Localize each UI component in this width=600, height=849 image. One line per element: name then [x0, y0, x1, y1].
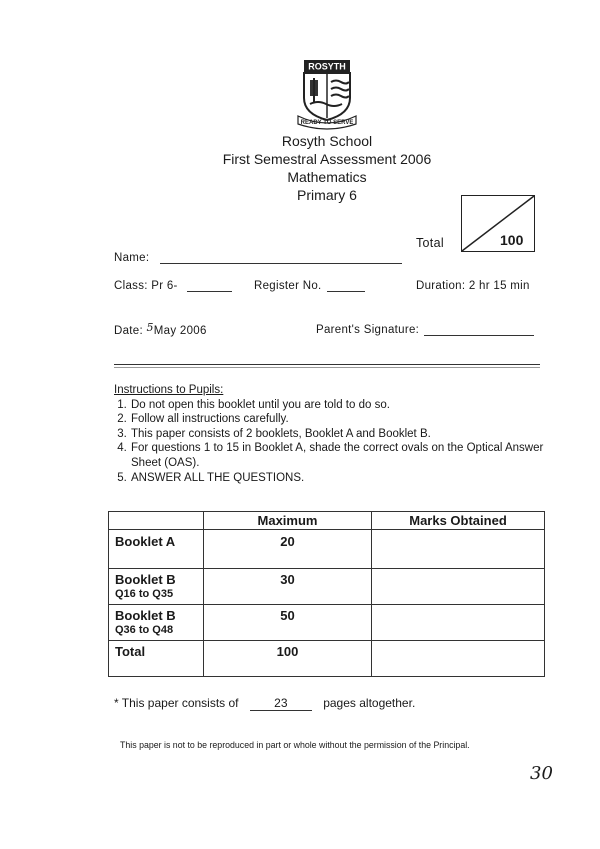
- register-label: Register No.: [254, 280, 322, 292]
- parent-signature-field[interactable]: [424, 335, 534, 336]
- svg-text:READY TO SERVE: READY TO SERVE: [300, 120, 354, 126]
- copyright-notice: This paper is not to be reproduced in part or whole without the permission of the Principal.: [120, 740, 470, 750]
- page-count-suffix: pages altogether.: [323, 696, 416, 710]
- page-count-value: 23: [250, 696, 312, 711]
- date-prefix: Date:: [114, 325, 147, 337]
- total-score-value: 100: [500, 232, 524, 248]
- duration-label: Duration: 2 hr 15 min: [416, 280, 530, 292]
- row-marks-obtained[interactable]: [372, 605, 545, 641]
- row-label: Booklet A: [109, 530, 204, 569]
- instruction-item: 3. This paper consists of 2 booklets, Booklet A and Booklet B.: [130, 427, 544, 442]
- total-label: Total: [416, 236, 444, 250]
- class-label: Class: Pr 6-: [114, 280, 178, 292]
- table-row: [109, 641, 545, 677]
- table-row: [109, 530, 545, 569]
- total-score-box: [461, 195, 535, 252]
- subject-title: Mathematics: [287, 169, 367, 185]
- row-maximum: 20: [204, 530, 372, 569]
- date-day-handwritten: 5: [146, 321, 154, 334]
- row-marks-obtained[interactable]: [372, 569, 545, 605]
- date-label: [114, 321, 207, 337]
- row-maximum: 50: [204, 605, 372, 641]
- table-header-blank: [109, 512, 204, 530]
- name-label: Name:: [114, 252, 150, 264]
- page-count-note: [114, 696, 415, 711]
- school-crest-logo: [296, 58, 358, 130]
- instruction-item: 5. ANSWER ALL THE QUESTIONS.: [130, 471, 544, 486]
- level-title: Primary 6: [297, 187, 357, 203]
- row-sublabel: Q36 to Q48: [115, 624, 174, 636]
- row-marks-obtained[interactable]: [372, 641, 545, 677]
- school-name: Rosyth School: [281, 133, 373, 149]
- instruction-item: 1. Do not open this booklet until you are told to do so.: [130, 398, 544, 413]
- section-divider-shadow: [114, 367, 540, 368]
- svg-text:ROSYTH: ROSYTH: [308, 61, 346, 72]
- row-maximum: 100: [204, 641, 372, 677]
- handwritten-page-mark: 30: [530, 763, 553, 784]
- table-header-marks-obtained: Marks Obtained: [372, 512, 545, 530]
- table-row: [109, 605, 545, 641]
- register-field[interactable]: [327, 291, 365, 292]
- row-label: Total: [109, 641, 204, 677]
- row-marks-obtained[interactable]: [372, 530, 545, 569]
- row-label: Booklet B Q36 to Q48: [109, 605, 204, 641]
- row-maximum: 30: [204, 569, 372, 605]
- instructions-title: Instructions to Pupils:: [114, 384, 224, 396]
- instruction-item: 4. For questions 1 to 15 in Booklet A, shade the correct ovals on the Optical Answer Sheet (OAS).: [130, 441, 544, 470]
- table-row: [109, 569, 545, 605]
- assessment-title: First Semestral Assessment 2006: [222, 151, 432, 167]
- marks-table: [108, 511, 545, 677]
- date-month-year: May 2006: [153, 325, 207, 337]
- class-field[interactable]: [187, 291, 232, 292]
- row-sublabel: Q16 to Q35: [115, 588, 174, 600]
- table-header-maximum: Maximum: [204, 512, 372, 530]
- page-count-prefix: * This paper consists of: [114, 696, 239, 710]
- instruction-item: 2. Follow all instructions carefully.: [130, 412, 544, 427]
- section-divider: [114, 364, 540, 365]
- parent-signature-label: Parent's Signature:: [316, 324, 420, 336]
- instructions-block: [114, 383, 544, 485]
- row-label: Booklet B Q16 to Q35: [109, 569, 204, 605]
- name-field[interactable]: [160, 263, 402, 264]
